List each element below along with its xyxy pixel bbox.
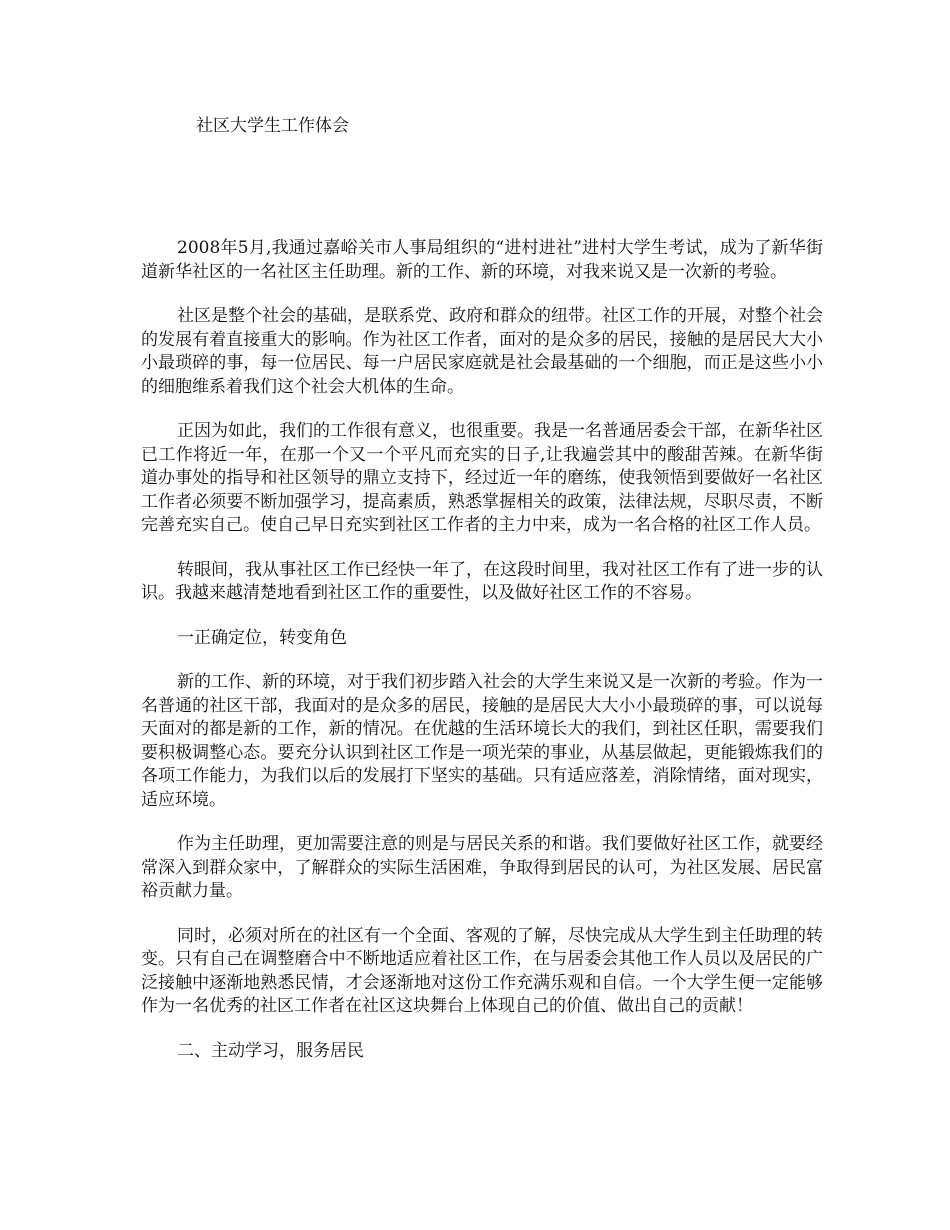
section-heading-learning-service: 二、主动学习，服务居民 [177, 1040, 364, 1061]
paragraph-intro: 2008年5月,我通过嘉峪关市人事局组织的“进村进社”进村大学生考试，成为了新华街道新华社区的一名社区主任助理。新的工作、新的环境，对我来说又是一次新的考验。 [141, 238, 823, 282]
paragraph-one-year-reflection: 转眼间，我从事社区工作已经快一年了，在这段时间里，我对社区工作有了进一步的认识。我越来越清楚地看到社区工作的重要性，以及做好社区工作的不容易。 [141, 559, 823, 603]
document-title: 社区大学生工作体会 [196, 116, 349, 136]
document-body [141, 237, 823, 1084]
paragraph-work-significance: 正因为如此，我们的工作很有意义，也很重要。我是一名普通居委会干部，在新华社区已工作将近一年，在那一个又一个平凡而充实的日子,让我遍尝其中的酸甜苦辣。在新华街道办事处的指导和社区领导的鼎立支持下，经过近一年的磨练，使我领悟到要做好一名社区工作者必须要不断加强学习，提高素质，熟悉掌握相关的政策，法律法规，尽职尽责，不断完善充实自己。使自己早日充实到社区工作者的主力中来，成为一名合格的社区工作人员。 [141, 421, 823, 535]
paragraph-community-foundation: 社区是整个社会的基础，是联系党、政府和群众的纽带。社区工作的开展，对整个社会的发展有着直接重大的影响。作为社区工作者，面对的是众多的居民，接触的是居民大大小小最琐碎的事，每一位居民、每一户居民家庭就是社会最基础的一个细胞，而正是这些小小的细胞维系着我们这个社会大机体的生命。 [141, 306, 823, 397]
paragraph-new-environment: 新的工作、新的环境，对于我们初步踏入社会的大学生来说又是一次新的考验。作为一名普通的社区干部，我面对的是众多的居民，接触的是居民大大小小最琐碎的事，可以说每天面对的都是新的工作，新的情况。在优越的生活环境长大的我们，到社区任职，需要我们要积极调整心态。要充分认识到社区工作是一项光荣的事业，从基层做起，更能锻炼我们的各项工作能力，为我们以后的发展打下坚实的基础。只有适应落差，消除情绪，面对现实，适应环境。 [141, 672, 823, 810]
paragraph-role-transition: 同时，必须对所在的社区有一个全面、客观的了解，尽快完成从大学生到主任助理的转变。只有自己在调整磨合中不断地适应着社区工作，在与居委会其他工作人员以及居民的广泛接触中逐渐地熟悉民情，才会逐渐地对这份工作充满乐观和自信。一个大学生便一定能够作为一名优秀的社区工作者在社区这块舞台上体现自己的价值、做出自己的贡献！ [141, 925, 823, 1016]
paragraph-resident-relations: 作为主任助理，更加需要注意的则是与居民关系的和谐。我们要做好社区工作，就要经常深入到群众家中，了解群众的实际生活困难，争取得到居民的认可，为社区发展、居民富裕贡献力量。 [141, 834, 823, 901]
section-heading-positioning: 一正确定位，转变角色 [177, 627, 347, 648]
